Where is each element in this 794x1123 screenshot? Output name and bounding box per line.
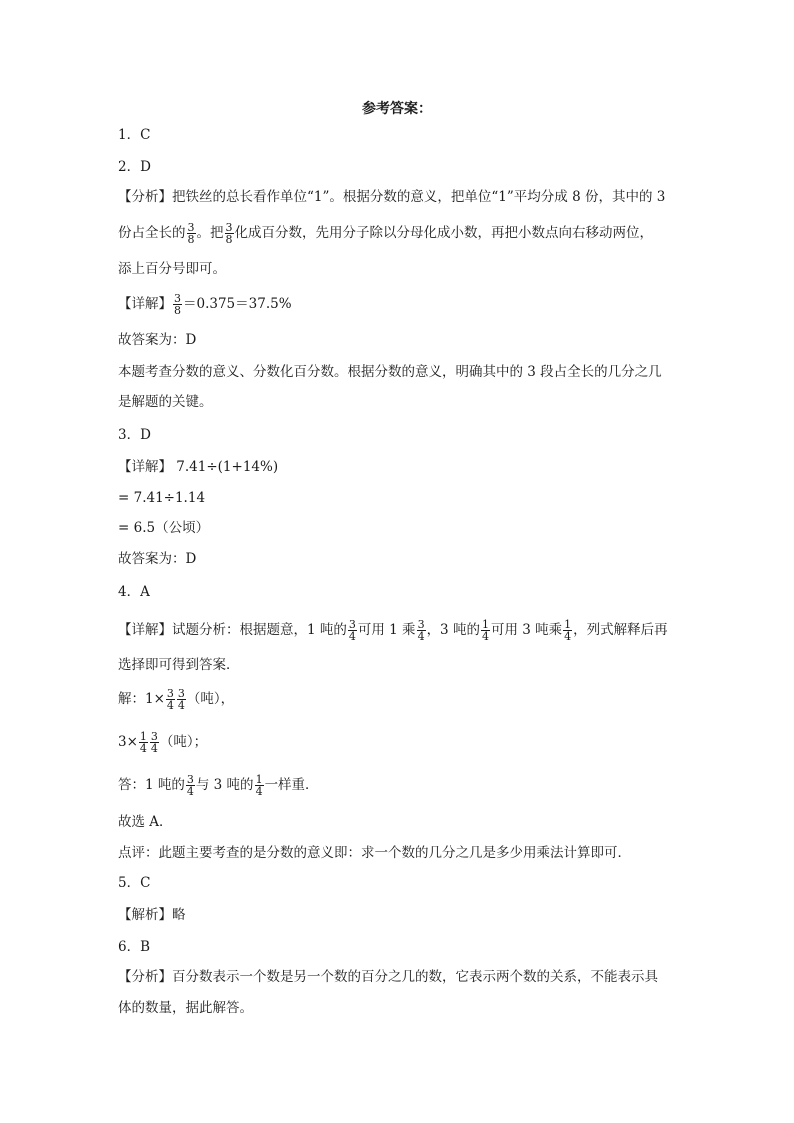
q4-answer-statement xyxy=(118,774,319,797)
text: 份占全长的 xyxy=(118,225,186,241)
fraction-1-4 xyxy=(481,619,490,642)
denominator: 4 xyxy=(564,630,572,643)
text: 与 3 吨的 xyxy=(195,777,254,793)
numerator: 1 xyxy=(255,773,263,786)
denominator: 8 xyxy=(174,304,181,317)
q4-detail-line1 xyxy=(118,619,668,642)
fraction-3-8 xyxy=(187,222,196,245)
numerator: 1 xyxy=(481,618,489,631)
denominator: 4 xyxy=(481,630,489,643)
answer-2: 2．D xyxy=(118,159,151,175)
denominator: 4 xyxy=(186,785,194,798)
numerator: 3 xyxy=(186,773,194,786)
numerator: 1 xyxy=(564,618,572,631)
numerator: 3 xyxy=(177,687,185,700)
numerator: 3 xyxy=(174,292,181,305)
q2-analysis-line1: 【分析】把铁丝的总长看作单位“1”。根据分数的意义，把单位“1”平均分成 8 份，其中的 3 xyxy=(118,189,666,205)
q6-analysis-line1: 【分析】百分数表示一个数是另一个数的百分之几的数，它表示两个数的关系，不能表示具 xyxy=(118,969,658,985)
numerator: 1 xyxy=(139,730,147,743)
fraction-3-4 xyxy=(186,774,195,797)
q4-comment: 点评：此题主要考查的是分数的意义即：求一个数的几分之几是多少用乘法计算即可． xyxy=(118,845,631,861)
numerator: 3 xyxy=(225,221,233,234)
fraction-3-4 xyxy=(177,688,186,711)
denominator: 8 xyxy=(225,233,233,246)
q2-note-line1: 本题考查分数的意义、分数化百分数。根据分数的意义，明确其中的 3 段占全长的几分之几 xyxy=(118,364,662,380)
text: 一样重． xyxy=(264,777,319,793)
q4-solution-line2 xyxy=(118,731,207,754)
q3-answer: 故答案为：D xyxy=(118,551,197,567)
denominator: 4 xyxy=(348,630,356,643)
text: 化成百分数，先用分子除以分母化成小数，再把小数点向右移动两位， xyxy=(234,225,653,241)
page-title: 参考答案： xyxy=(362,101,432,117)
denominator: 4 xyxy=(255,785,263,798)
q2-note-line2: 是解题的关键。 xyxy=(118,394,213,410)
q5-analysis: 【解析】略 xyxy=(118,907,186,923)
answer-1: 1．C xyxy=(118,127,151,143)
q3-detail-line2: = 7.41÷1.14 xyxy=(118,490,206,506)
text: 答：1 吨的 xyxy=(118,777,185,793)
text: 可用 3 吨乘 xyxy=(490,622,563,638)
numerator: 3 xyxy=(417,618,425,631)
numerator: 3 xyxy=(348,618,356,631)
text: ，3 吨的 xyxy=(426,622,480,638)
text: 3× xyxy=(118,734,138,750)
q6-analysis-line2: 体的数量，据此解答。 xyxy=(118,1000,253,1016)
q4-detail-line2: 选择即可得到答案． xyxy=(118,657,240,673)
text: 可用 1 乘 xyxy=(357,622,416,638)
q2-detail xyxy=(118,293,292,316)
fraction-3-4 xyxy=(166,688,175,711)
q2-analysis-line3: 添上百分号即可。 xyxy=(118,261,226,277)
text: 解：1× xyxy=(118,691,165,707)
fraction-1-4 xyxy=(139,731,148,754)
denominator: 4 xyxy=(166,699,174,712)
answer-6: 6．B xyxy=(118,939,151,955)
q2-answer: 故答案为：D xyxy=(118,332,197,348)
answer-5: 5．C xyxy=(118,875,151,891)
answer-4: 4．A xyxy=(118,584,150,600)
fraction-1-4 xyxy=(255,774,264,797)
fraction-3-8 xyxy=(225,222,234,245)
q2-analysis-line2 xyxy=(118,222,653,245)
denominator: 4 xyxy=(150,742,158,755)
q4-choice: 故选 A． xyxy=(118,814,173,830)
q4-solution-line1 xyxy=(118,688,234,711)
text: 【详解】 xyxy=(118,296,172,312)
fraction-3-4 xyxy=(417,619,426,642)
text: ，列式解释后再 xyxy=(573,622,668,638)
q3-detail-line3: = 6.5（公顷） xyxy=(118,520,210,536)
q3-detail-line1: 【详解】 7.41÷(1+14%) xyxy=(118,459,279,475)
denominator: 8 xyxy=(187,233,195,246)
numerator: 3 xyxy=(166,687,174,700)
denominator: 4 xyxy=(139,742,147,755)
fraction-3-8 xyxy=(173,293,182,316)
text: 。把 xyxy=(196,225,224,241)
fraction-1-4 xyxy=(563,619,572,642)
text: （吨）； xyxy=(159,734,208,750)
denominator: 4 xyxy=(177,699,185,712)
text: ＝0.375＝37.5% xyxy=(183,296,292,312)
denominator: 4 xyxy=(417,630,425,643)
text: （吨）， xyxy=(186,691,235,707)
numerator: 3 xyxy=(187,221,195,234)
answer-3: 3．D xyxy=(118,427,151,443)
text: 【详解】试题分析：根据题意，1 吨的 xyxy=(118,622,347,638)
numerator: 3 xyxy=(150,730,158,743)
fraction-3-4 xyxy=(348,619,357,642)
fraction-3-4 xyxy=(150,731,159,754)
